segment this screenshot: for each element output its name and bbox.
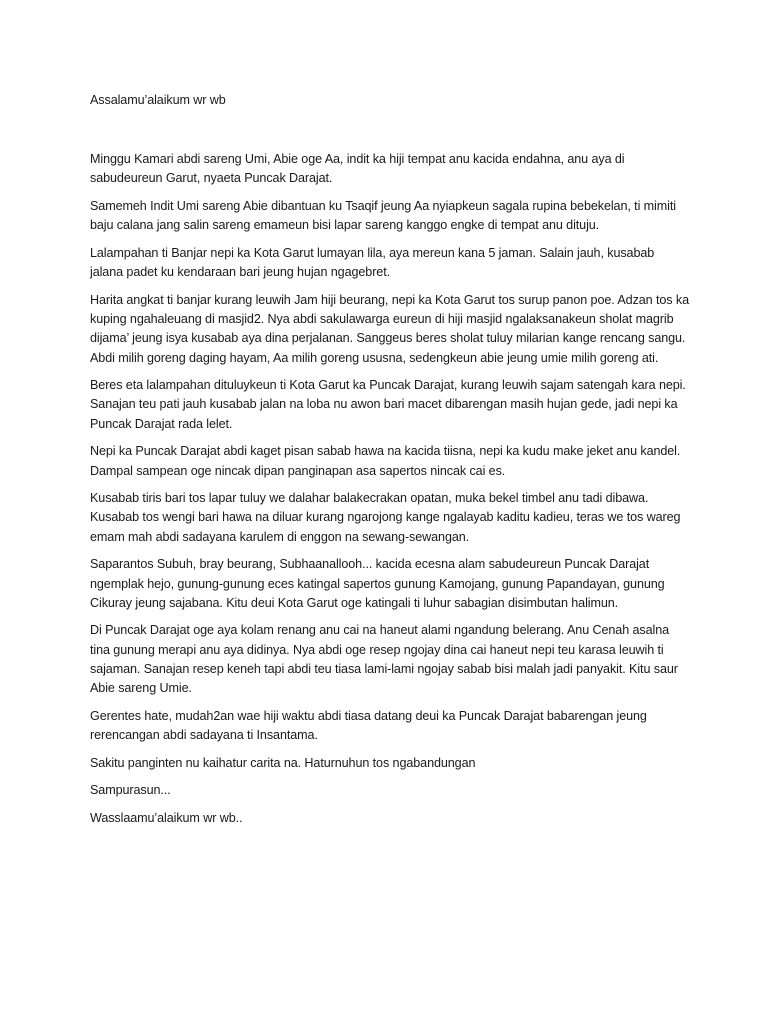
document-body <box>90 91 690 837</box>
paragraph-3: Lalampahan ti Banjar nepi ka Kota Garut lumayan lila, aya mereun kana 5 jaman. Salain jauh, kusabab jalana padet ku kendaraan bari jeung hujan ngagebret. <box>90 246 655 280</box>
paragraph-11: Sakitu panginten nu kaihatur carita na. Haturnuhun tos ngabandungan <box>90 755 476 770</box>
paragraph-9: Di Puncak Darajat oge aya kolam renang anu cai na haneut alami ngandung belerang. Anu Cenah asalna tina gunung merapi anu aya didinya. Nya abdi oge resep ngojay dina cai haneut nepi teu karasa leuwih ti sajaman. Sanajan resep keneh tapi abdi teu tiasa lami-lami ngojay sabab bisi malah jadi panyakit. Kitu saur Abie sareng Umie. <box>90 623 678 696</box>
paragraph-1: Minggu Kamari abdi sareng Umi, Abie oge Aa, indit ka hiji tempat anu kacida endahna, anu aya di sabudeureun Garut, nyaeta Puncak Darajat. <box>90 152 625 186</box>
paragraph-5: Beres eta lalampahan dituluykeun ti Kota Garut ka Puncak Darajat, kurang leuwih sajam satengah kara nepi. Sanajan teu pati jauh kusabab jalan na loba nu awon bari macet dibarengan masih hujan gede, jadi nepi ka Puncak Darajat rada lelet. <box>90 378 686 431</box>
closing-line: Wasslaamu’alaikum wr wb.. <box>90 811 243 826</box>
paragraph-6: Nepi ka Puncak Darajat abdi kaget pisan sabab hawa na kacida tiisna, nepi ka kudu make jeket anu kandel. Dampal sampean oge nincak dipan panginapan asa sapertos nincak cai es. <box>90 444 681 478</box>
paragraph-7: Kusabab tiris bari tos lapar tuluy we dalahar balakecrakan opatan, muka bekel timbel anu tadi dibawa. Kusabab tos wengi bari hawa na diluar kurang ngarojong kange ngalayab kaditu kadieu, teras we tos wareg emam mah abdi sadayana karulem di enggon na sewang-sewangan. <box>90 491 681 544</box>
paragraph-8: Saparantos Subuh, bray beurang, Subhaanallooh... kacida ecesna alam sabudeureun Puncak Darajat ngemplak hejo, gunung-gunung eces katingal sapertos gunung Kamojang, gunung Papandayan, gunung Cikuray jeung sajabana. Kitu deui Kota Garut oge katingali ti luhur sabagian disimbutan halimun. <box>90 557 665 610</box>
paragraph-2: Samemeh Indit Umi sareng Abie dibantuan ku Tsaqif jeung Aa nyiapkeun sagala rupina bebekelan, ti mimiti baju calana jang salin sareng emameun bisi lapar sareng kanggo engke di tempat anu dituju. <box>90 199 676 233</box>
greeting-line: Assalamu’alaikum wr wb <box>90 93 226 107</box>
paragraph-4: Harita angkat ti banjar kurang leuwih Jam hiji beurang, nepi ka Kota Garut tos surup panon poe. Adzan tos ka kuping ngahaleuang di masjid2. Nya abdi sakulawarga eureun di hiji masjid ngalaksanakeun sholat magrib dijama’ jeung isya kusabab aya dina perjalanan. Sanggeus beres sholat tuluy milarian kange rencang sangu. Abdi milih goreng daging hayam, Aa milih goreng ususna, sedengkeun abie jeung umie milih goreng ati. <box>90 292 689 365</box>
paragraph-10: Gerentes hate, mudah2an wae hiji waktu abdi tiasa datang deui ka Puncak Darajat babarengan jeung rerencangan abdi sadayana ti Insantama. <box>90 708 647 742</box>
paragraph-12: Sampurasun... <box>90 783 171 798</box>
